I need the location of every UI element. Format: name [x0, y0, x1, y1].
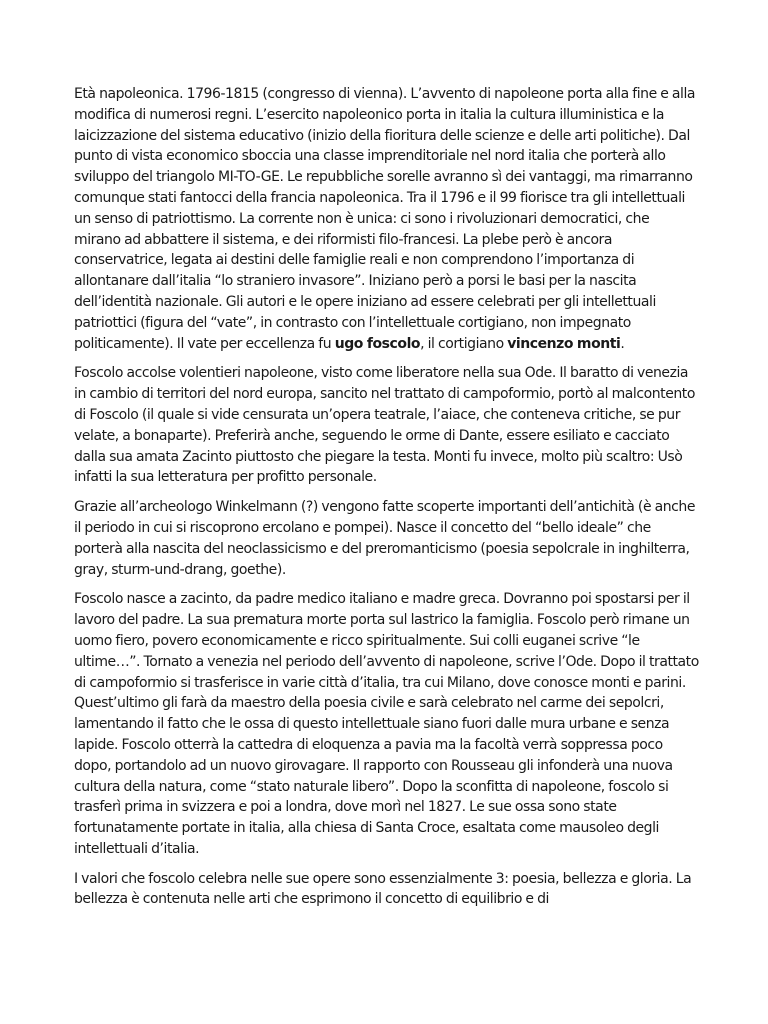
- paragraph-foscolo-values: I valori che foscolo celebra nelle sue opere sono essenzialmente 3: poesia, bellezza e gloria. La bellezza è contenuta nelle arti che esprimono il concetto di equilibrio e di: [74, 870, 692, 908]
- bold-name-vincenzo-monti: vincenzo monti: [507, 335, 621, 352]
- paragraph-text: Età napoleonica. 1796-1815 (congresso di vienna). L’avvento di napoleone porta alla fine e alla modifica di numerosi regni. L’esercito napoleonico porta in italia la cultura illuministica e la laicizzazione del sistema educativo (inizio della fioritura delle scienze e delle arti politiche). Dal punto di vista economico sboccia una classe imprenditoriale nel nord italia che porterà allo sviluppo del triangolo MI-TO-GE. Le repubbliche sorelle avranno sì dei vantaggi, ma rimarranno comunque stati fantocci della francia napoleonica. Tra il 1796 e il 99 fiorisce tra gli intellettuali un senso di patriottismo. La corrente non è unica: ci sono i rivoluzionari democratici, che mirano ad abbattere il sistema, e dei riformisti filo-francesi. La plebe però è ancora conservatrice, legata ai destini delle famiglie reali e non comprendono l’importanza di allontanare dall’italia “lo straniero invasore”. Iniziano però a porsi le basi per la nascita dell’identità nazionale. Gli autori e le opere iniziano ad essere celebrati per gli intellettuali patriottici (figura del “vate”, in contrasto con l’intellettuale cortigiano, non impegnato politicamente). Il vate per eccellenza fu: [74, 86, 696, 352]
- paragraph-text: .: [620, 335, 625, 352]
- paragraph-winkelmann: Grazie all’archeologo Winkelmann (?) vengono fatte scoperte importanti dell’antichità (è anche il periodo in cui si riscoprono ercolano e pompei). Nasce il concetto del “bello ideale” che porterà alla nascita del neoclassicismo e del preromanticismo (poesia sepolcrale in inghilterra, gray, sturm-und-drang, goethe).: [74, 499, 695, 578]
- paragraph-text: , il cortigiano: [420, 335, 508, 352]
- paragraph-foscolo-napoleon: Foscolo accolse volentieri napoleone, visto come liberatore nella sua Ode. Il baratto di venezia in cambio di territori del nord europa, sancito nel trattato di campoformio, portò al malcontento di Foscolo (il quale si vide censurata un’opera teatrale, l’aiace, che conteneva critiche, se pur velate, a bonaparte). Preferirà anche, seguendo le orme di Dante, essere esiliato e cacciato dalla sua amata Zacinto piuttosto che piegare la testa. Monti fu invece, molto più scaltro: Usò infatti la sua letteratura per profitto personale.: [74, 365, 695, 486]
- document-body: [74, 84, 699, 919]
- paragraph-napoleonic-era: [74, 84, 699, 354]
- bold-name-ugo-foscolo: ugo foscolo: [334, 335, 421, 352]
- paragraph-foscolo-biography: Foscolo nasce a zacinto, da padre medico italiano e madre greca. Dovranno poi spostarsi per il lavoro del padre. La sua prematura morte porta sul lastrico la famiglia. Foscolo però rimane un uomo fiero, povero economicamente e ricco spiritualmente. Sui colli euganei scrive “le ultime…”. Tornato a venezia nel periodo dell’avvento di napoleone, scrive l’Ode. Dopo il trattato di campoformio si trasferisce in varie città d’italia, tra cui Milano, dove conosce monti e parini. Quest’ultimo gli farà da maestro della poesia civile e sarà celebrato nel carme dei sepolcri, lamentando il fatto che le ossa di questo intellettuale siano fuori dalle mura urbane e senza lapide. Foscolo otterrà la cattedra di eloquenza a pavia ma la facoltà verrà soppressa poco dopo, portandolo ad un nuovo girovagare. Il rapporto con Rousseau gli infonderà una nuova cultura della natura, come “stato naturale libero”. Dopo la sconfitta di napoleone, foscolo si trasferì prima in svizzera e poi a londra, dove morì nel 1827. Le sue ossa sono state fortunatamente portate in italia, alla chiesa di Santa Croce, esaltata come mausoleo degli intellettuali d’italia.: [74, 591, 699, 857]
